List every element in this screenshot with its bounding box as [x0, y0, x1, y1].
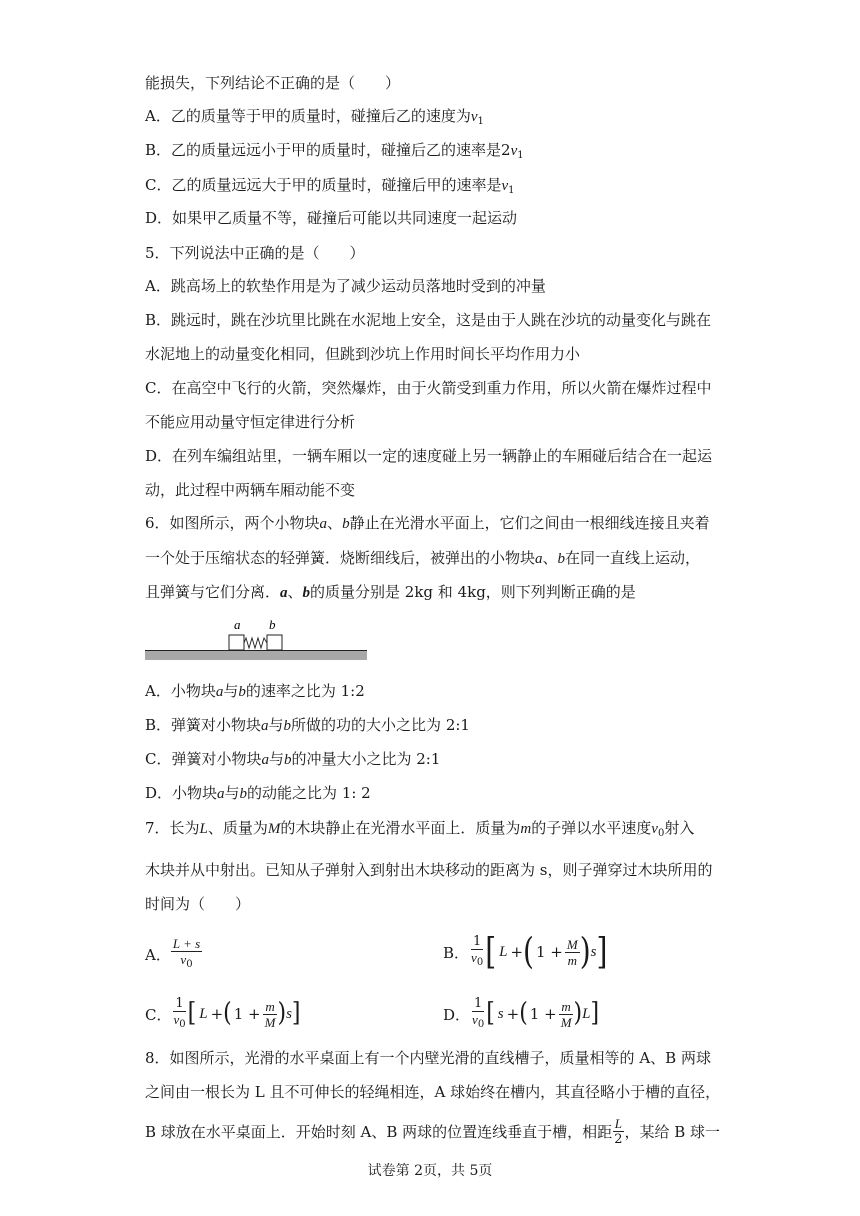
page-footer: 试卷第 2页，共 5页: [367, 1163, 493, 1179]
block-b: [267, 635, 282, 650]
q5-option-a: A．跳高场上的软垫作用是为了减少运动员落地时受到的冲量: [145, 277, 546, 295]
q7-stem-line2: 木块并从中射出。已知从子弹射入到射出木块移动的距离为 s，则子弹穿过木块所用的: [145, 861, 713, 879]
q6-stem-line2: 一个处于压缩状态的轻弹簧．烧断细线后，被弹出的小物块a、b在同一直线上运动，: [145, 549, 701, 567]
q4-option-a: A．乙的质量等于甲的质量时，碰撞后乙的速度为$v_1$: [145, 107, 484, 127]
figure-label-a: a: [234, 618, 241, 632]
q8-fraction: $\frac{L}{2}$: [614, 1116, 623, 1147]
q5-option-b-line1: B．跳远时，跳在沙坑里比跳在水泥地上安全，这是由于人跳在沙坑的动量变化与跳在: [145, 311, 712, 329]
q4-option-d: D．如果甲乙质量不等，碰撞后可能以共同速度一起运动: [145, 209, 518, 227]
q6-stem-line1: 6．如图所示，两个小物块a、b静止在光滑水平面上，它们之间由一根细线连接且夹着: [145, 514, 710, 532]
q4-option-c: C．乙的质量远远大于甲的质量时，碰撞后甲的速率是$v_1$: [145, 176, 515, 196]
q7-a-fraction: $\frac{L + s}{v_0}$: [172, 936, 201, 970]
q6-option-d: D．小物块a与b的动能之比为 1: 2: [145, 784, 371, 802]
q6-option-b: B．弹簧对小物块a与b所做的功的大小之比为 2:1: [145, 716, 470, 734]
q8-stem-line2: 之间由一根长为 L 且不可伸长的轻绳相连，A 球始终在槽内，其直径略小于槽的直径，: [145, 1083, 721, 1101]
spring-blocks-figure: [145, 618, 367, 666]
figure-label-b: b: [269, 618, 276, 632]
q5-option-c-line2: 不能应用动量守恒定律进行分析: [145, 413, 356, 431]
q7-option-b: B． $\frac{1}{v_0}$ [ L + ( 1 + $\frac{M}{m}$ ) s ]: [443, 929, 608, 973]
q4-stem-tail: 能损失，下列结论不正确的是（ ）: [145, 74, 401, 92]
q7-option-a: A． $\frac{L + s}{v_0}$: [145, 936, 201, 970]
q4-option-b: B．乙的质量远远小于甲的质量时，碰撞后乙的速率是$2v_1$: [145, 141, 524, 161]
q6-option-a: A．小物块a与b的速率之比为 1:2: [145, 682, 365, 700]
q6-stem-line3: 且弹簧与它们分离．a、b的质量分别是 2kg 和 4kg，则下列判断正确的是: [145, 583, 636, 601]
q5-option-d-line2: 动，此过程中两辆车厢动能不变: [145, 481, 356, 499]
q5-option-b-line2: 水泥地上的动量变化相同，但跳到沙坑上作用时间长平均作用力小: [145, 345, 581, 363]
spring: [244, 638, 267, 648]
q8-stem-line3: B 球放在水平桌面上．开始时刻 A、B 两球的位置连线垂直于槽，相距 $\frac{L}{2}$ ，某给 B 球一: [145, 1116, 721, 1147]
block-a: [229, 635, 244, 650]
q7-option-c: C． $\frac{1}{v_0}$ [ L + ( 1 + $\frac{m}{M}$ ) s ]: [145, 996, 301, 1030]
q6-option-c: C．弹簧对小物块a与b的冲量大小之比为 2:1: [145, 750, 441, 768]
q7-stem-line1: 7．长为L、质量为M的木块静止在光滑水平面上．质量为m的子弹以水平速度$v_0$射入: [145, 819, 695, 839]
q5-option-c-line1: C．在高空中飞行的火箭，突然爆炸，由于火箭受到重力作用，所以火箭在爆炸过程中: [145, 379, 712, 397]
q5-stem: 5．下列说法中正确的是（ ）: [145, 244, 365, 262]
q7-option-d: D． $\frac{1}{v_0}$ [ s + ( 1 + $\frac{m}{M}$ ) L ]: [443, 996, 600, 1030]
q7-stem-line3: 时间为（ ）: [145, 895, 251, 913]
ground-hatch: [145, 651, 367, 660]
q5-option-d-line1: D．在列车编组站里，一辆车厢以一定的速度碰上另一辆静止的车厢碰后结合在一起运: [145, 447, 713, 465]
q8-stem-line1: 8．如图所示，光滑的水平桌面上有一个内壁光滑的直线槽子，质量相等的 A、B 两球: [145, 1049, 711, 1067]
